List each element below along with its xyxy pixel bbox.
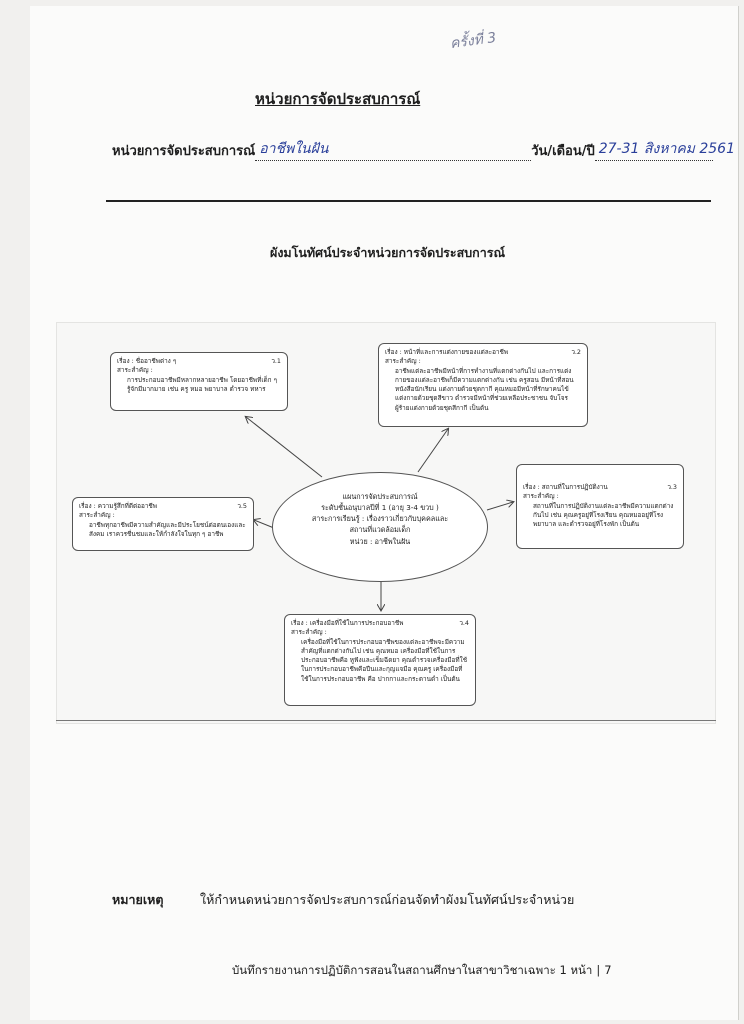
box3-text: สถานที่ในการปฏิบัติงานแต่ละอาชีพมีความแตกต่างกันไป เช่น คุณครูอยู่ที่โรงเรียน คุณหมออยู่ที่โรงพยาบาล และตำรวจอยู่ที่โรงพัก เป็นต้น (533, 501, 674, 529)
box1-essence-label: สาระสำคัญ : (117, 366, 153, 375)
box4-essence-label: สาระสำคัญ : (291, 628, 327, 637)
box5-number: ว.5 (237, 502, 247, 510)
concept-box-4 (284, 614, 476, 706)
box1-topic: เรื่อง : ชื่ออาชีพต่าง ๆ (117, 357, 177, 365)
box3-number: ว.3 (667, 483, 677, 491)
box1-number: ว.1 (271, 357, 281, 365)
box2-topic: เรื่อง : หน้าที่และการแต่งกายของแต่ละอาชีพ (385, 348, 509, 356)
center-line-1: แผนการจัดประสบการณ์ (342, 492, 418, 501)
footer-page-number: 7 (604, 963, 612, 977)
arrow-to-box2 (418, 429, 448, 472)
box5-essence-label: สาระสำคัญ : (79, 511, 115, 520)
box3-essence-label: สาระสำคัญ : (523, 492, 559, 501)
center-line-4: สถานที่แวดล้อมเด็ก (349, 525, 411, 535)
box1-text: การประกอบอาชีพมีหลากหลายอาชีพ โดยอาชีพที่เด็ก ๆ รู้จักมีมากมาย เช่น ครู หมอ พยาบาล ตำรวจ ทหาร (127, 375, 278, 393)
concept-box-1 (110, 352, 288, 411)
arrow-to-box5 (254, 520, 274, 528)
concept-box-2 (378, 343, 588, 427)
box3-topic: เรื่อง : สถานที่ในการปฏิบัติงาน (523, 483, 608, 491)
date-value: 27-31 สิงหาคม 2561 (598, 141, 735, 157)
box5-topic: เรื่อง : ความรู้สึกที่ดีต่ออาชีพ (79, 502, 157, 510)
box2-number: ว.2 (571, 348, 581, 356)
diagram-heading: ผังมโนทัศน์ประจำหน่วยการจัดประสบการณ์ (270, 245, 506, 260)
page-footer: บันทึกรายงานการปฏิบัติการสอนในสถานศึกษาในสาขาวิชาเฉพาะ 1 หน้า | 7 (232, 963, 612, 977)
note-text: ให้กำหนดหน่วยการจัดประสบการณ์ก่อนจัดทำผังมโนทัศน์ประจำหน่วย (200, 892, 575, 907)
diagram-bottom-divider (56, 720, 716, 721)
note-label: หมายเหตุ (112, 892, 164, 907)
center-line-5: หน่วย : อาชีพในฝัน (349, 536, 411, 546)
box2-text: อาชีพแต่ละอาชีพมีหน้าที่การทำงานที่แตกต่างกันไป และการแต่งกายของแต่ละอาชีพก็มีความแตกต่างกัน เช่น ครูสอน มีหน้าที่สอนหนังสือนักเรียน แต่งกายด้วยชุดกากี คุณหมอมีหน้าที่รักษาคนไข้ แต่งกายด้วยชุดสีขาว ตำรวจมีหน้าที่ช่วยเหลือประชาชน จับโจรผู้ร้ายแต่งกายด้วยชุดสีกากี เป็นต้น (395, 366, 574, 412)
center-line-2: ระดับชั้นอนุบาลปีที่ 1 (อายุ 3-4 ขวบ ) (321, 503, 439, 513)
arrow-to-box3 (487, 502, 513, 510)
concept-center-node (272, 472, 488, 582)
date-label: วัน/เดือน/ปี (531, 144, 595, 159)
concept-box-5 (72, 497, 254, 551)
box4-number: ว.4 (459, 619, 469, 627)
box5-text: อาชีพทุกอาชีพมีความสำคัญและมีประโยชน์ต่อตนเองและสังคม เราควรชื่นชมและให้กำลังใจในทุก ๆ อาชีพ (89, 520, 246, 538)
box4-topic: เรื่อง : เครื่องมือที่ใช้ในการประกอบอาชีพ (291, 619, 404, 627)
page-title: หน่วยการจัดประสบการณ์ (255, 90, 421, 108)
concept-box-3 (516, 464, 684, 549)
center-line-3: สาระการเรียนรู้ : เรื่องราวเกี่ยวกับบุคคลและ (311, 514, 449, 524)
box2-essence-label: สาระสำคัญ : (385, 357, 421, 366)
box4-text: เครื่องมือที่ใช้ในการประกอบอาชีพของแต่ละอาชีพจะมีความสำคัญที่แตกต่างกันไป เช่น คุณหมอ เครื่องมือที่ใช้ในการประกอบอาชีพคือ หูฟังและเข็มฉีดยา คุณตำรวจเครื่องมือที่ใช้ในการประกอบอาชีพคือปืนและกุญแจมือ คุณครู เครื่องมือที่ใช้ในการประกอบอาชีพ คือ ปากกาและกระดานดำ เป็นต้น (301, 637, 468, 683)
unit-label: หน่วยการจัดประสบการณ์ (112, 144, 256, 159)
arrow-to-box1 (246, 417, 322, 477)
handwritten-note: ครั้งที่ 3 (449, 29, 498, 53)
footer-text: บันทึกรายงานการปฏิบัติการสอนในสถานศึกษาในสาขาวิชาเฉพาะ 1 (232, 963, 567, 977)
footer-page-label: หน้า (570, 963, 593, 977)
unit-value: อาชีพในฝัน (259, 141, 329, 157)
